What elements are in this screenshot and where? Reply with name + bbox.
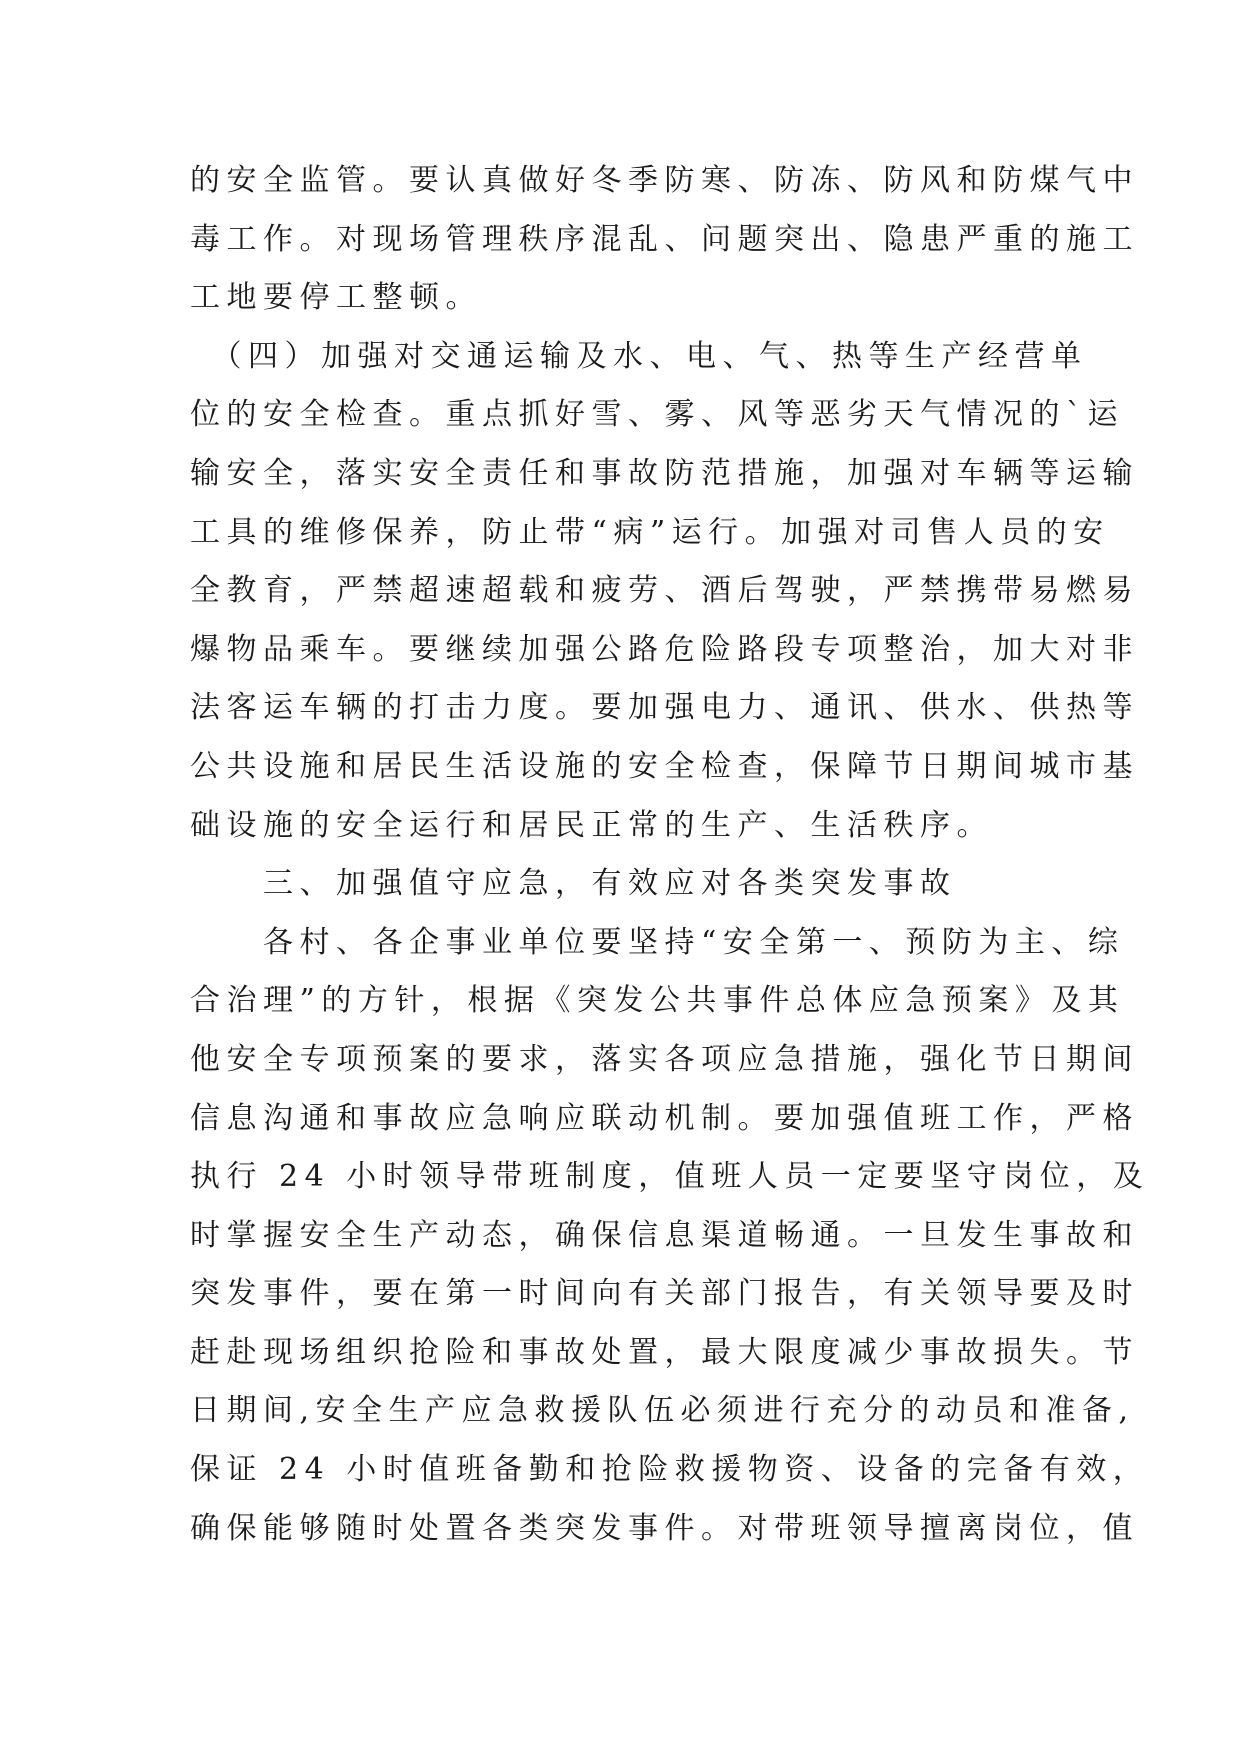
text-line: 时掌握安全生产动态，确保信息渠道畅通。一旦发生事故和 [190, 1217, 1139, 1253]
text-line: 工具的维修保养，防止带“病”运行。加强对司售人员的安 [190, 514, 1110, 550]
text-line: 础设施的安全运行和居民正常的生产、生活秩序。 [190, 807, 993, 843]
text-line: 突发事件，要在第一时间向有关部门报告，有关领导要及时 [190, 1276, 1139, 1312]
text-line: 的安全监管。要认真做好冬季防寒、防冻、防风和防煤气中 [190, 163, 1139, 198]
text-line: 他安全专项预案的要求，落实各项应急措施，强化节日期间 [190, 1041, 1139, 1077]
section-heading-3: 三、加强值守应急，有效应对各类突发事故 [190, 866, 957, 902]
text-line: 合治理”的方针，根据《突发公共事件总体应急预案》及其 [190, 983, 1125, 1019]
text-line: 各村、各企事业单位要坚持“安全第一、预防为主、综 [190, 924, 1125, 960]
body-text [190, 152, 1150, 1558]
text-line: 赶赴现场组织抢险和事故处置，最大限度减少事故损失。节 [190, 1334, 1139, 1370]
text-line: 毒工作。对现场管理秩序混乱、问题突出、隐患严重的施工 [190, 221, 1139, 257]
text-line: 公共设施和居民生活设施的安全检查，保障节日期间城市基 [190, 748, 1139, 784]
section-heading-4: （四）加强对交通运输及水、电、气、热等生产经营单 [190, 338, 1088, 374]
text-line: 工地要停工整顿。 [190, 280, 482, 316]
text-line: 位的安全检查。重点抓好雪、雾、风等恶劣天气情况的`运 [190, 397, 1124, 433]
text-line: 输安全，落实安全责任和事故防范措施，加强对车辆等运输 [190, 455, 1139, 491]
text-line: 日期间,安全生产应急救援队伍必须进行充分的动员和准备, [190, 1393, 1135, 1429]
text-line: 爆物品乘车。要继续加强公路危险路段专项整治，加大对非 [190, 631, 1139, 667]
text-line: 全教育，严禁超速超载和疲劳、酒后驾驶，严禁携带易燃易 [190, 573, 1139, 609]
text-line: 信息沟通和事故应急响应联动机制。要加强值班工作，严格 [190, 1100, 1139, 1136]
text-line: 法客运车辆的打击力度。要加强电力、通讯、供水、供热等 [190, 690, 1139, 726]
text-line: 执行 24 小时领导带班制度，值班人员一定要坚守岗位，及 [190, 1159, 1150, 1195]
text-line: 确保能够随时处置各类突发事件。对带班领导擅离岗位，值 [190, 1510, 1139, 1546]
text-line: 保证 24 小时值班备勤和抢险救援物资、设备的完备有效， [190, 1452, 1150, 1488]
